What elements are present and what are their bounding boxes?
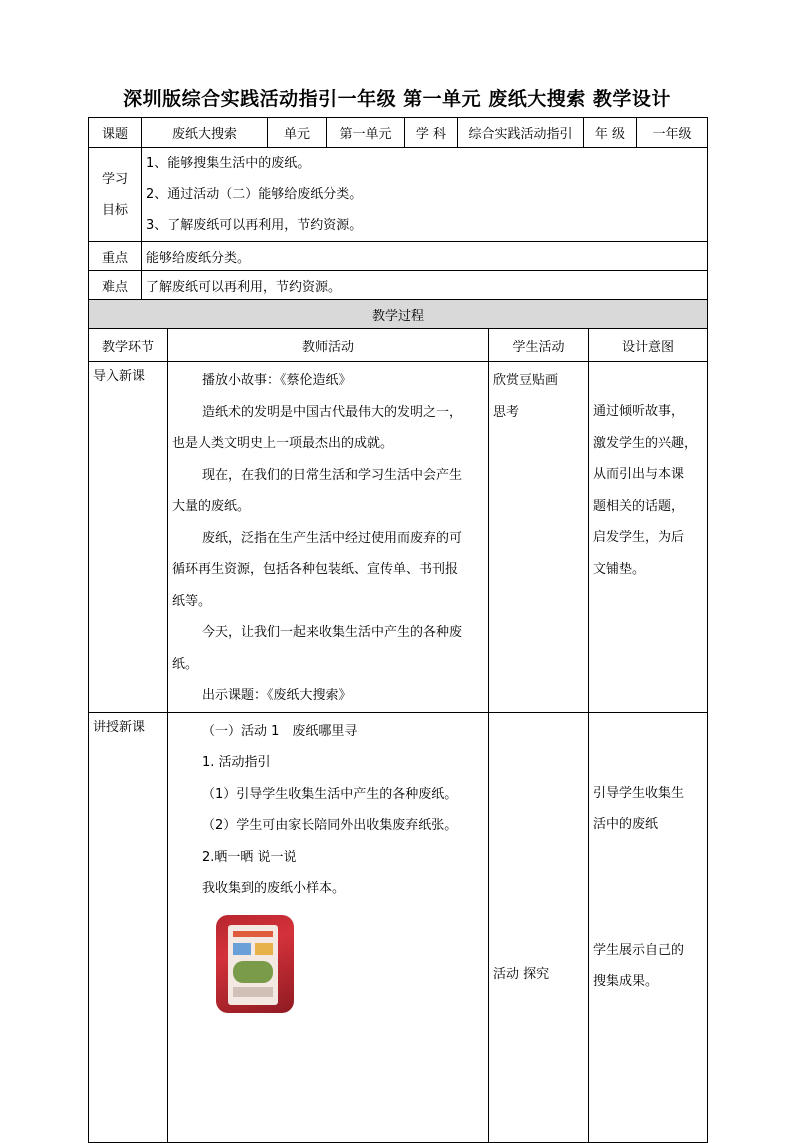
goal-item: 2、通过活动（二）能够给废纸分类。 bbox=[146, 187, 363, 202]
intent-line: 通过倾听故事， bbox=[593, 404, 685, 419]
lesson-line: 1. 活动指引 bbox=[202, 755, 271, 770]
header-student: 学生活动 bbox=[489, 329, 589, 362]
intent-line: 启发学生，为后 bbox=[593, 530, 685, 545]
intent-line: 题相关的话题， bbox=[593, 498, 685, 514]
lesson-design-intent bbox=[589, 712, 708, 1142]
intro-line: 造纸术的发明是中国古代最伟大的发明之一， bbox=[202, 404, 463, 420]
intro-line: 现在，在我们的日常生活和学习生活中会产生 bbox=[202, 467, 463, 483]
intro-line: 今天，让我们一起来收集生活中产生的各种废 bbox=[202, 625, 463, 640]
intro-line: 出示课题：《废纸大搜索》 bbox=[202, 688, 352, 703]
process-title: 教学过程 bbox=[89, 300, 708, 329]
subject-value: 综合实践活动指引 bbox=[458, 118, 584, 148]
intent-line: 活中的废纸 bbox=[593, 817, 659, 832]
goal-item: 3、了解废纸可以再利用，节约资源。 bbox=[146, 218, 363, 233]
header-teacher: 教师活动 bbox=[168, 329, 489, 362]
intent-line: 学生展示自己的 bbox=[593, 942, 685, 958]
intro-stage: 导入新课 bbox=[89, 362, 168, 713]
header-intent: 设计意图 bbox=[589, 329, 708, 362]
waste-paper-sample-paper bbox=[228, 925, 278, 1005]
grade-value: 一年级 bbox=[637, 118, 708, 148]
key-label: 重点 bbox=[89, 242, 142, 271]
intent-line: 从而引出与本课 bbox=[593, 467, 685, 482]
intro-line: 纸。 bbox=[172, 656, 199, 672]
lesson-info-table bbox=[88, 117, 708, 300]
unit-label: 单元 bbox=[268, 118, 327, 148]
intent-line: 引导学生收集生 bbox=[593, 785, 685, 801]
intro-student-activity bbox=[489, 362, 589, 713]
intro-line: 循环再生资源，包括各种包装纸、宣传单、书刊报 bbox=[172, 562, 459, 577]
goals-label: 学习目标 bbox=[89, 148, 142, 242]
student-line: 思考 bbox=[493, 404, 520, 420]
topic-label: 课题 bbox=[89, 118, 142, 148]
intro-line: 纸等。 bbox=[172, 593, 212, 609]
intro-line: 废纸，泛指在生产生活中经过使用而废弃的可 bbox=[202, 530, 463, 546]
intent-line: 激发学生的兴趣， bbox=[593, 435, 698, 451]
intro-line: 也是人类文明史上一项最杰出的成就。 bbox=[172, 436, 394, 451]
difficulty-value: 了解废纸可以再利用，节约资源。 bbox=[142, 271, 708, 300]
goals-content bbox=[142, 148, 708, 242]
lesson-teacher-activity bbox=[168, 712, 489, 1142]
document-title: 深圳版综合实践活动指引一年级 第一单元 废纸大搜索 教学设计 bbox=[123, 88, 671, 110]
teaching-process-table bbox=[88, 299, 708, 1143]
lesson-line: （2）学生可由家长陪同外出收集废弃纸张。 bbox=[202, 818, 458, 833]
intent-line: 文铺垫。 bbox=[593, 561, 646, 577]
unit-value: 第一单元 bbox=[327, 118, 405, 148]
intent-line: 搜集成果。 bbox=[593, 974, 659, 989]
lesson-student-activity: 活动 探究 bbox=[489, 712, 589, 1142]
lesson-line: （一）活动 1 废纸哪里寻 bbox=[202, 723, 358, 739]
waste-paper-sample-photo bbox=[216, 915, 294, 1013]
intro-line: 大量的废纸。 bbox=[172, 499, 251, 514]
intro-line: 播放小故事：《蔡伦造纸》 bbox=[202, 373, 352, 388]
student-line: 欣赏豆贴画 bbox=[493, 373, 559, 388]
grade-label: 年 级 bbox=[584, 118, 637, 148]
goal-item: 1、能够搜集生活中的废纸。 bbox=[146, 156, 311, 171]
header-stage: 教学环节 bbox=[89, 329, 168, 362]
lesson-stage: 讲授新课 bbox=[89, 712, 168, 1142]
subject-label: 学 科 bbox=[405, 118, 458, 148]
lesson-line: （1）引导学生收集生活中产生的各种废纸。 bbox=[202, 786, 458, 802]
lesson-line: 我收集到的废纸小样本。 bbox=[202, 881, 346, 896]
difficulty-label: 难点 bbox=[89, 271, 142, 300]
intro-teacher-activity bbox=[168, 362, 489, 713]
intro-design-intent bbox=[589, 362, 708, 713]
topic-value: 废纸大搜索 bbox=[142, 118, 268, 148]
lesson-line: 2.晒一晒 说一说 bbox=[202, 849, 297, 865]
key-value: 能够给废纸分类。 bbox=[142, 242, 708, 271]
